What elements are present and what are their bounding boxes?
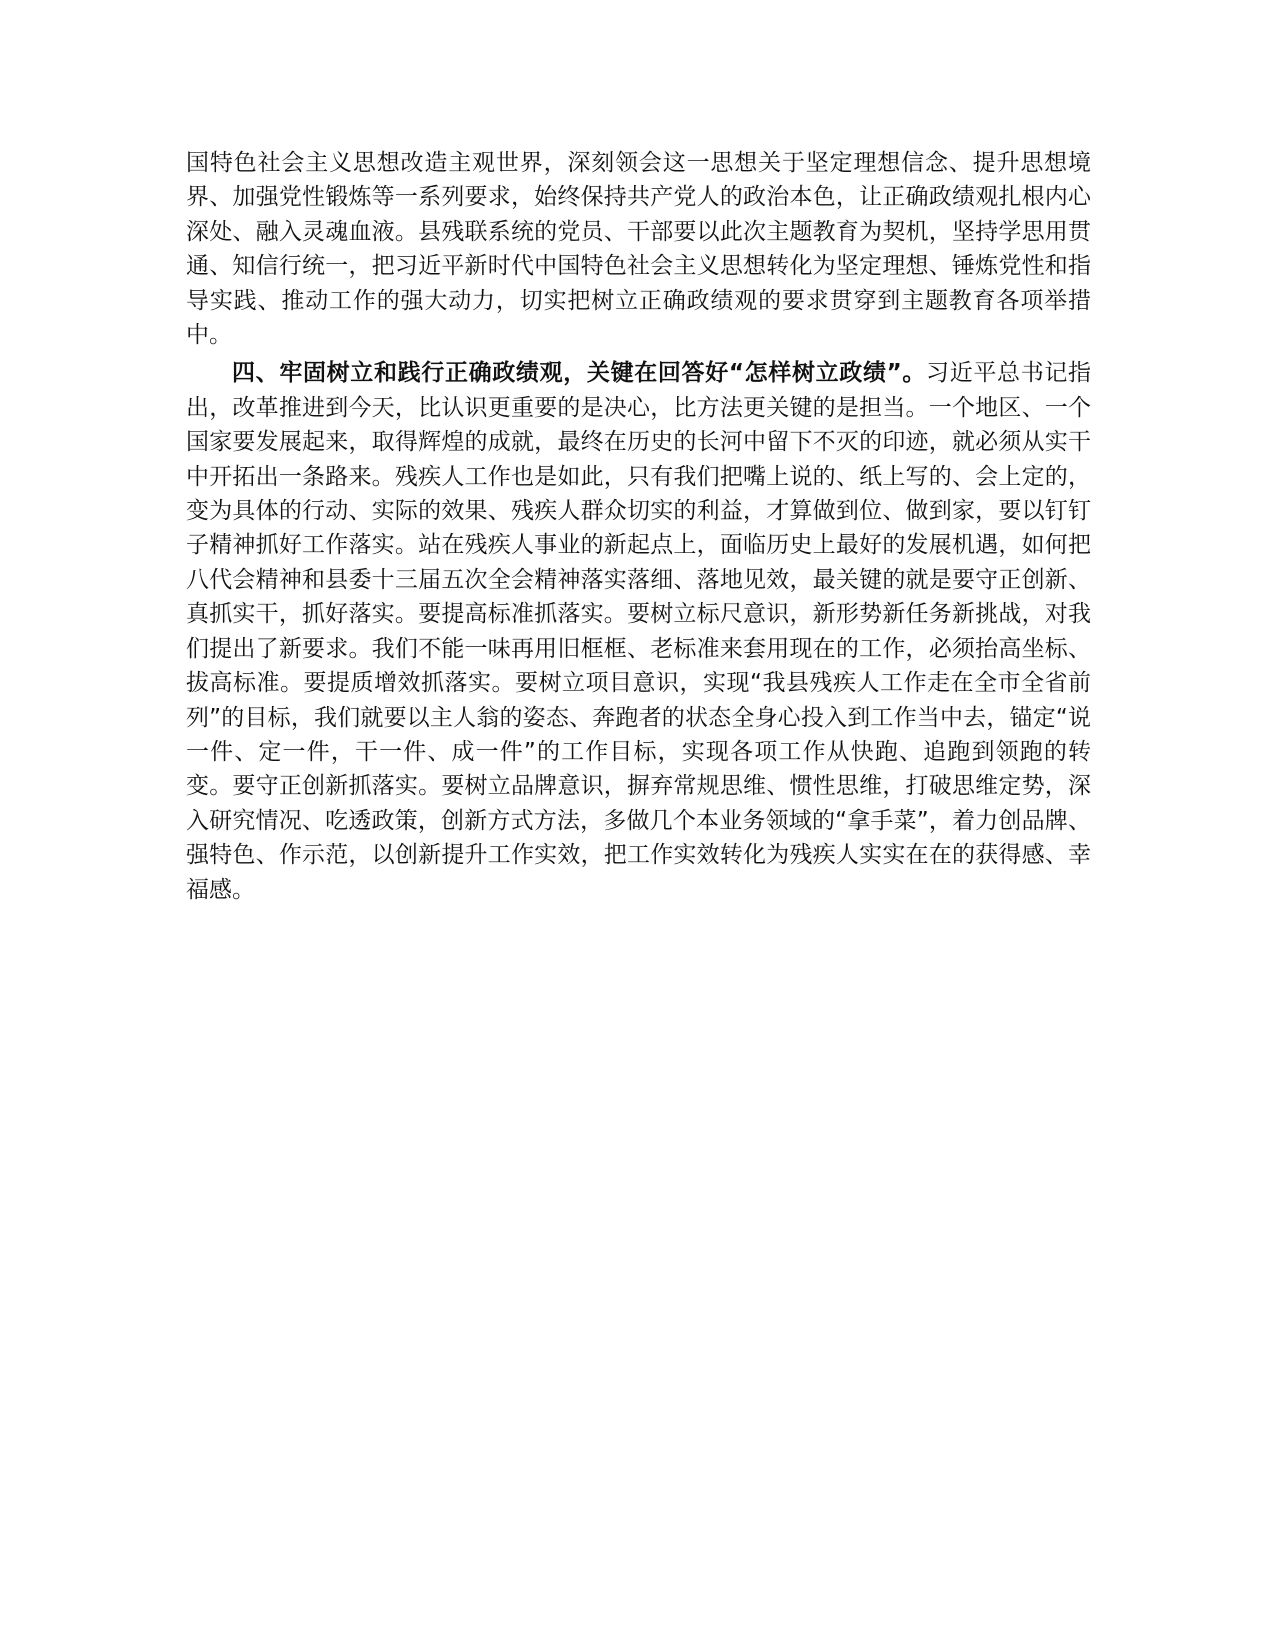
paragraph-continued: 国特色社会主义思想改造主观世界，深刻领会这一思想关于坚定理想信念、提升思想境界、加强党性锻炼等一系列要求，始终保持共产党人的政治本色，让正确政绩观扎根内心深处、融入灵魂血液。县残联系统的党员、干部要以此次主题教育为契机，坚持学思用贯通、知信行统一，把习近平新时代中国特色社会主义思想转化为坚定理想、锤炼党性和指导实践、推动工作的强大动力，切实把树立正确政绩观的要求贯穿到主题教育各项举措中。 <box>186 150 1091 349</box>
paragraph-section-four <box>186 356 1091 907</box>
section-four-body: 习近平总书记指出，改革推进到今天，比认识更重要的是决心，比方法更关键的是担当。一个地区、一个国家要发展起来，取得辉煌的成就，最终在历史的长河中留下不灭的印迹，就必须从实干中开拓出一条路来。残疾人工作也是如此，只有我们把嘴上说的、纸上写的、会上定的，变为具体的行动、实际的效果、残疾人群众切实的利益，才算做到位、做到家，要以钉钉子精神抓好工作落实。站在残疾人事业的新起点上，面临历史上最好的发展机遇，如何把八代会精神和县委十三届五次全会精神落实落细、落地见效，最关键的就是要守正创新、真抓实干，抓好落实。要提高标准抓落实。要树立标尺意识，新形势新任务新挑战，对我们提出了新要求。我们不能一味再用旧框框、老标准来套用现在的工作，必须抬高坐标、拔高标准。要提质增效抓落实。要树立项目意识，实现“我县残疾人工作走在全市全省前列”的目标，我们就要以主人翁的姿态、奔跑者的状态全身心投入到工作当中去，锚定“说一件、定一件，干一件、成一件”的工作目标，实现各项工作从快跑、追跑到领跑的转变。要守正创新抓落实。要树立品牌意识，摒弃常规思维、惯性思维，打破思维定势，深入研究情况、吃透政策，创新方式方法，多做几个本业务领域的“拿手菜”，着力创品牌、强特色、作示范，以创新提升工作实效，把工作实效转化为残疾人实实在在的获得感、幸福感。 <box>186 360 1092 903</box>
section-four-heading: 四、牢固树立和践行正确政绩观，关键在回答好“怎样树立政绩”。 <box>232 360 927 387</box>
document-body <box>186 146 1091 907</box>
